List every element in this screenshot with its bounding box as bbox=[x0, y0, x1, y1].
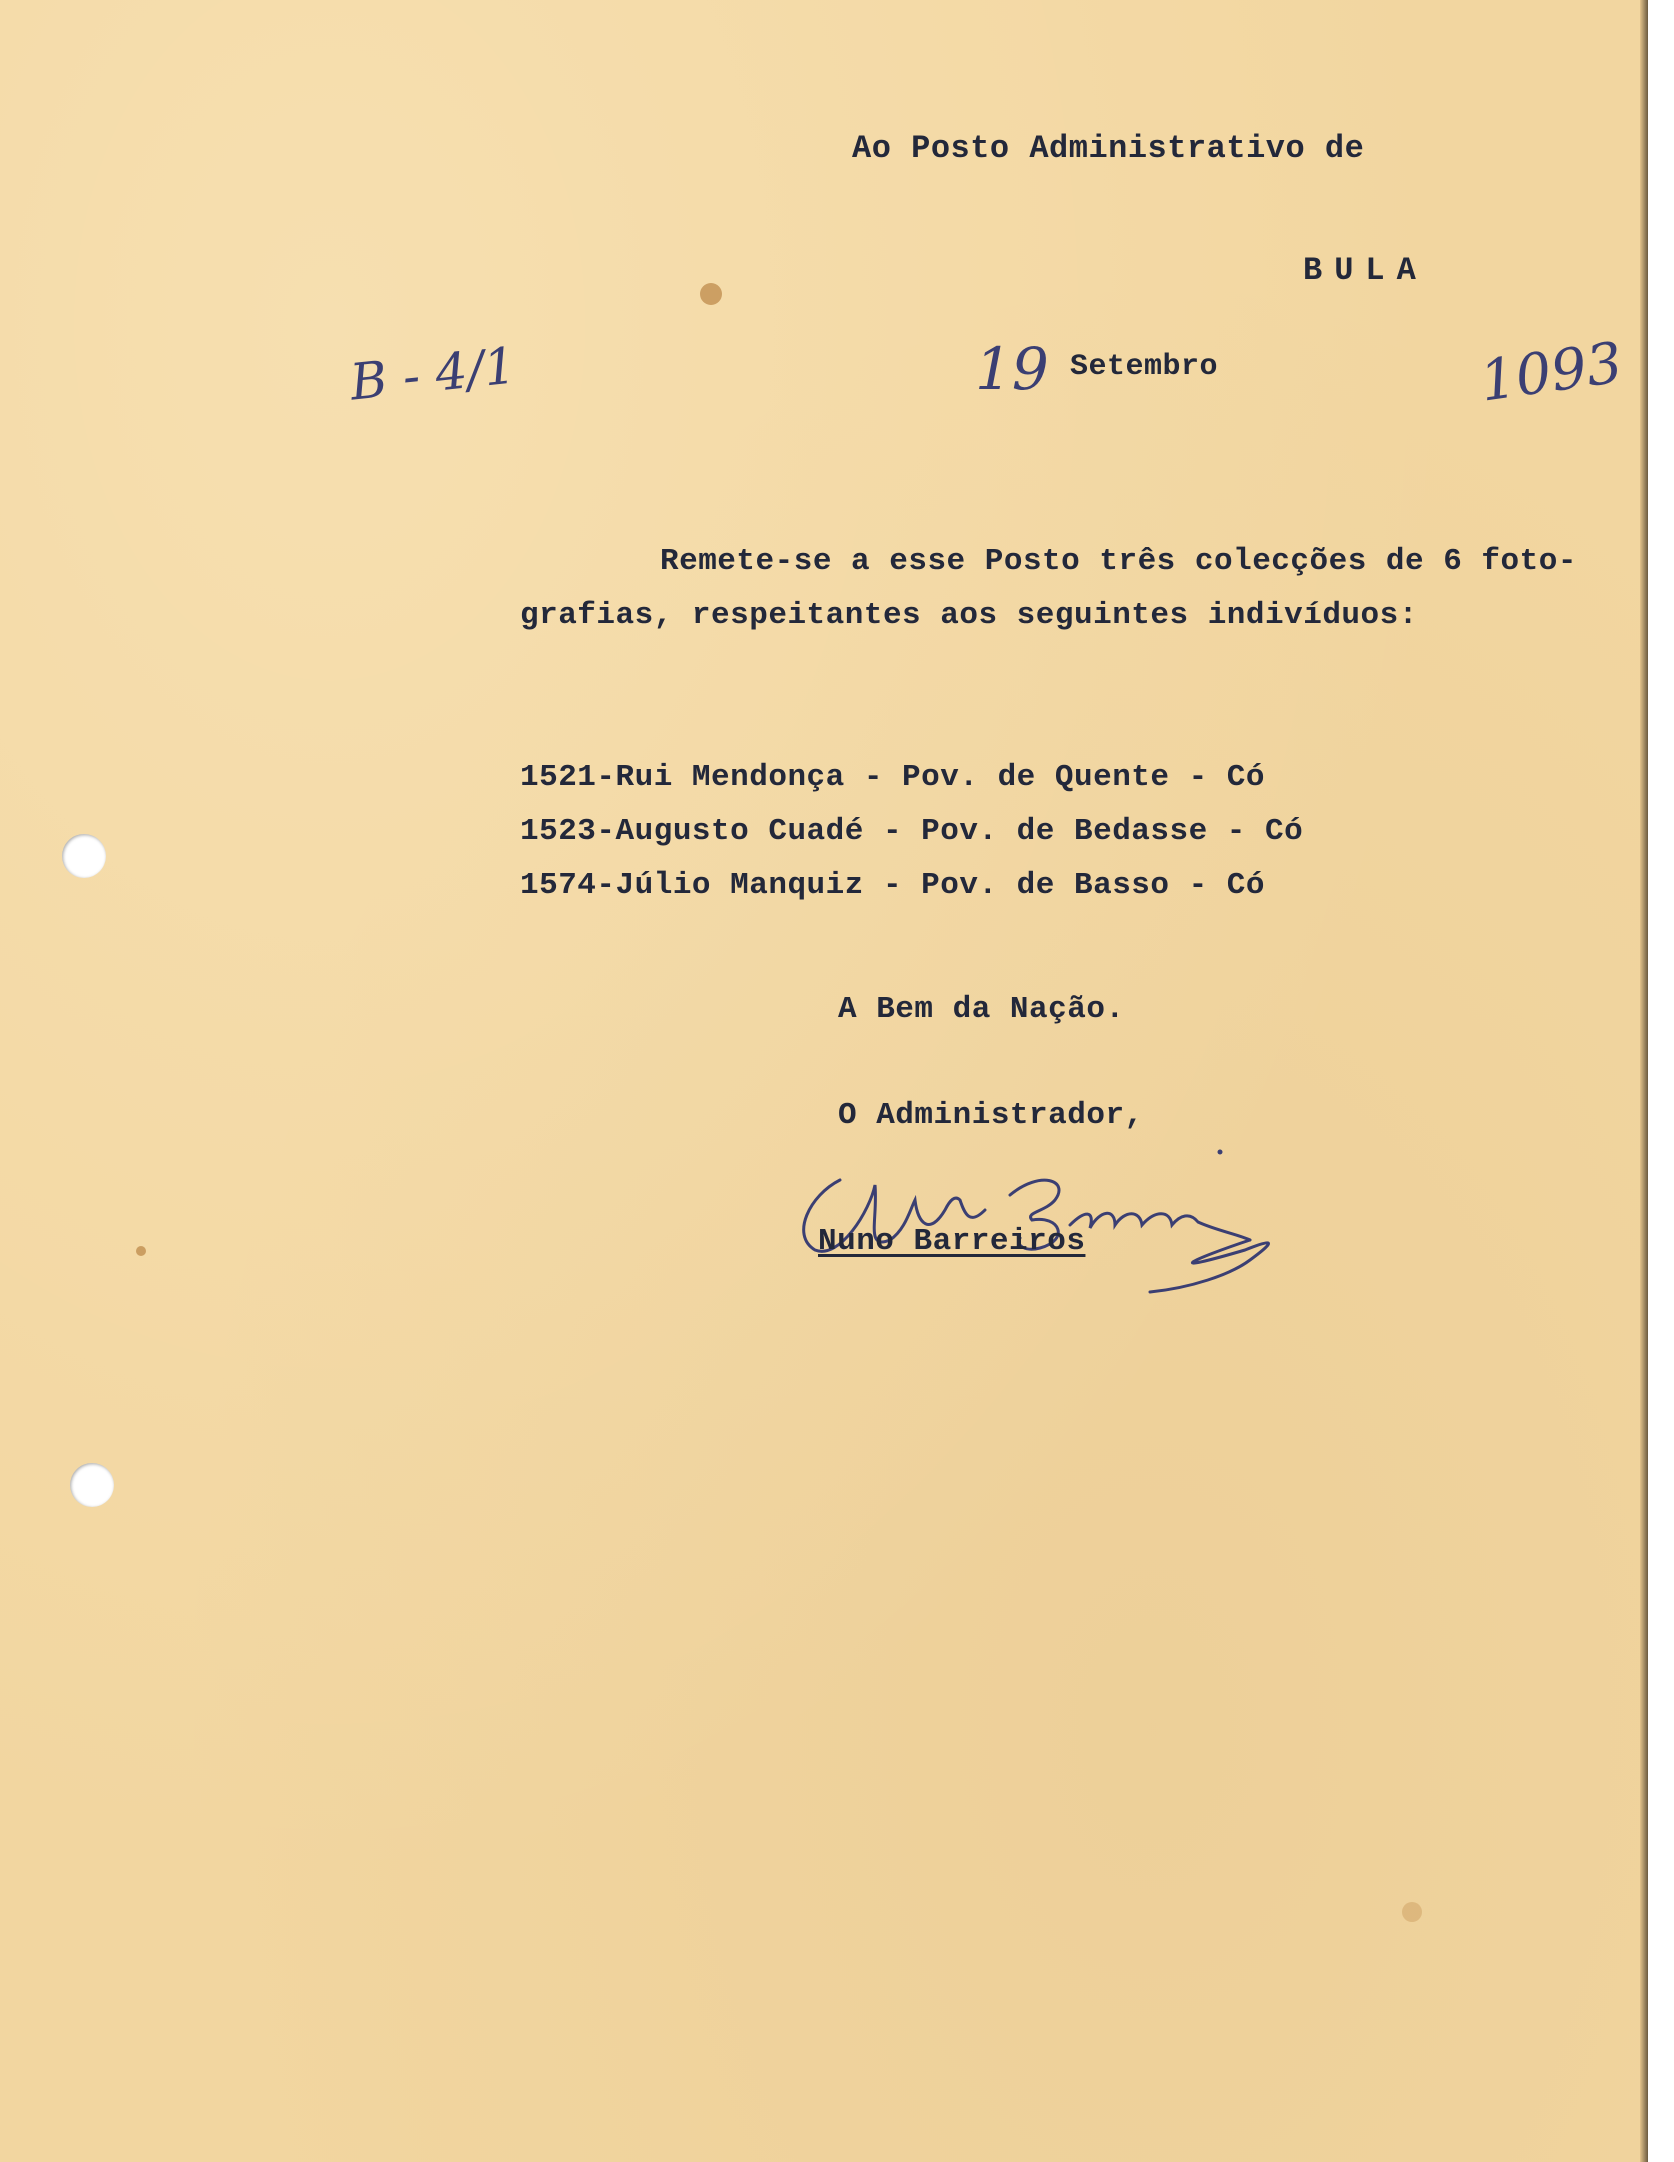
closing-salutation: A Bem da Nação. bbox=[838, 992, 1125, 1027]
handwritten-document-number: 1093 bbox=[1476, 330, 1627, 415]
signatory-name: Nuno Barreiros bbox=[818, 1224, 1086, 1259]
addressee: Ao Posto Administrativo de bbox=[852, 130, 1365, 167]
handwritten-file-reference: B - 4/1 bbox=[347, 336, 519, 412]
paper-stain bbox=[700, 283, 722, 305]
punch-hole-bottom bbox=[70, 1463, 114, 1507]
individual-entry: 1574-Júlio Manquiz - Pov. de Basso - Có bbox=[520, 868, 1266, 903]
paper-stain bbox=[136, 1246, 146, 1256]
page-edge bbox=[1640, 0, 1648, 2162]
individual-entry: 1523-Augusto Cuadé - Pov. de Bedasse - Có bbox=[520, 814, 1304, 849]
paper-stain bbox=[1402, 1902, 1422, 1922]
punch-hole-top bbox=[62, 834, 106, 878]
date-month: Setembro bbox=[1070, 350, 1219, 384]
body-line-1: Remete-se a esse Posto três colecções de 6 foto- bbox=[660, 544, 1577, 579]
individual-entry: 1521-Rui Mendonça - Pov. de Quente - Có bbox=[520, 760, 1266, 795]
signatory-title: O Administrador, bbox=[838, 1098, 1144, 1133]
body-line-2: grafias, respeitantes aos seguintes indivíduos: bbox=[520, 598, 1418, 633]
handwritten-signature bbox=[770, 1140, 1370, 1300]
place-name: BULA bbox=[1303, 252, 1428, 289]
handwritten-date-day: 19 bbox=[975, 335, 1049, 403]
